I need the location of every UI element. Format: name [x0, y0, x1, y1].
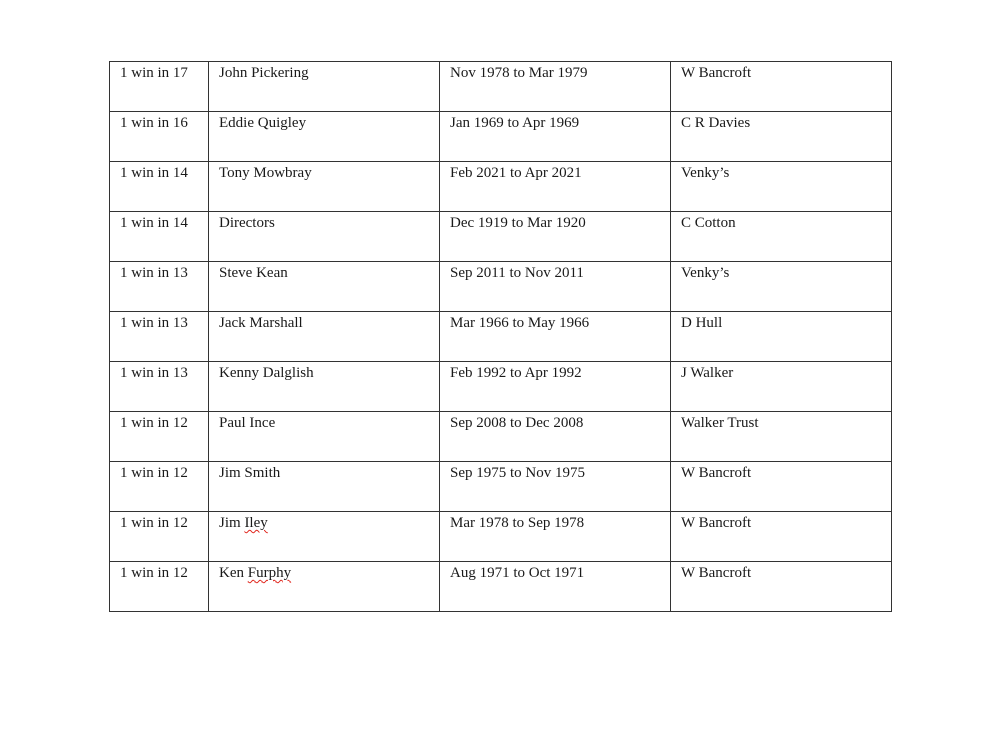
- record-cell: 1 win in 12: [110, 462, 209, 512]
- period-cell: Aug 1971 to Oct 1971: [440, 562, 671, 612]
- period-cell: Sep 2008 to Dec 2008: [440, 412, 671, 462]
- record-cell: 1 win in 13: [110, 362, 209, 412]
- manager-cell: Jack Marshall: [209, 312, 440, 362]
- manager-cell: John Pickering: [209, 62, 440, 112]
- manager-last-name-misspelled: Furphy: [247, 565, 292, 581]
- manager-cell: Kenny Dalglish: [209, 362, 440, 412]
- record-cell: 1 win in 14: [110, 212, 209, 262]
- period-cell: Feb 2021 to Apr 2021: [440, 162, 671, 212]
- manager-cell: Steve Kean: [209, 262, 440, 312]
- table-row: [110, 112, 892, 162]
- record-cell: 1 win in 12: [110, 562, 209, 612]
- table-row: [110, 362, 892, 412]
- table-row: [110, 162, 892, 212]
- period-cell: Feb 1992 to Apr 1992: [440, 362, 671, 412]
- owner-cell: J Walker: [671, 362, 892, 412]
- record-cell: 1 win in 17: [110, 62, 209, 112]
- owner-cell: Walker Trust: [671, 412, 892, 462]
- table-row: [110, 512, 892, 562]
- manager-first-name: Jim: [219, 515, 241, 531]
- record-cell: 1 win in 13: [110, 262, 209, 312]
- table-row: [110, 212, 892, 262]
- table-row: [110, 262, 892, 312]
- owner-cell: Venky’s: [671, 162, 892, 212]
- period-cell: Mar 1966 to May 1966: [440, 312, 671, 362]
- period-cell: Nov 1978 to Mar 1979: [440, 62, 671, 112]
- manager-cell: Eddie Quigley: [209, 112, 440, 162]
- period-cell: Jan 1969 to Apr 1969: [440, 112, 671, 162]
- owner-cell: W Bancroft: [671, 512, 892, 562]
- owner-cell: C Cotton: [671, 212, 892, 262]
- table-row: [110, 412, 892, 462]
- manager-first-name: Ken: [219, 565, 244, 581]
- table-row: [110, 462, 892, 512]
- owner-cell: W Bancroft: [671, 462, 892, 512]
- period-cell: Sep 2011 to Nov 2011: [440, 262, 671, 312]
- period-cell: Dec 1919 to Mar 1920: [440, 212, 671, 262]
- manager-last-name-misspelled: Iley: [244, 515, 268, 531]
- owner-cell: C R Davies: [671, 112, 892, 162]
- manager-cell: Paul Ince: [209, 412, 440, 462]
- record-cell: 1 win in 16: [110, 112, 209, 162]
- record-cell: 1 win in 12: [110, 512, 209, 562]
- manager-cell: [209, 512, 440, 562]
- record-cell: 1 win in 12: [110, 412, 209, 462]
- manager-cell: Jim Smith: [209, 462, 440, 512]
- owner-cell: W Bancroft: [671, 562, 892, 612]
- table-row: [110, 62, 892, 112]
- owner-cell: Venky’s: [671, 262, 892, 312]
- worst-run-table: [109, 61, 892, 612]
- table-row: [110, 562, 892, 612]
- manager-cell: Directors: [209, 212, 440, 262]
- manager-cell: [209, 562, 440, 612]
- period-cell: Sep 1975 to Nov 1975: [440, 462, 671, 512]
- manager-cell: Tony Mowbray: [209, 162, 440, 212]
- table-row: [110, 312, 892, 362]
- period-cell: Mar 1978 to Sep 1978: [440, 512, 671, 562]
- record-cell: 1 win in 13: [110, 312, 209, 362]
- owner-cell: D Hull: [671, 312, 892, 362]
- owner-cell: W Bancroft: [671, 62, 892, 112]
- record-cell: 1 win in 14: [110, 162, 209, 212]
